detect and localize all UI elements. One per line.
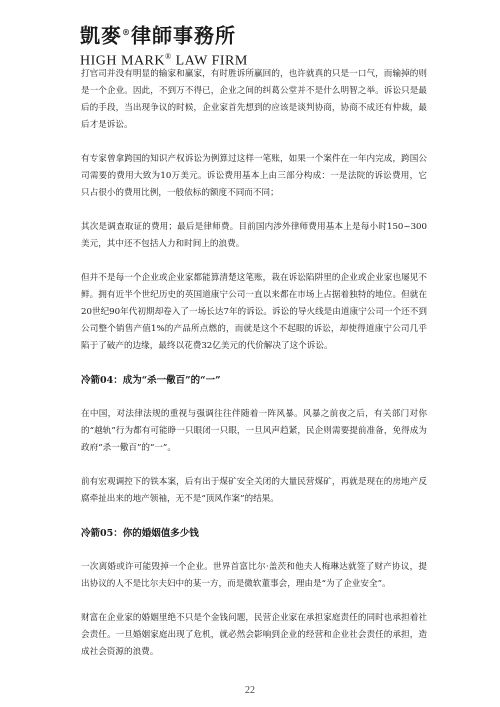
firm-logo xyxy=(80,20,400,70)
paragraph: 在中国，对法律法规的重视与强调往往伴随着一阵风暴。风暴之前夜之后，有关部门对你的“越轨”行为都有可能睁一只眼闭一只眼，一旦风声趋紧，民企则需要提前准备，免得成为政府“杀一儆百”的“一”。 xyxy=(81,409,427,453)
paragraph: 有专家曾拿跨国的知识产权诉讼为例算过这样一笔账，如果一个案件在一年内完成，跨国公司需要的费用大致为10万美元。诉讼费用基本上由三部分构成：一是法院的诉讼费用，它只占很小的费用比例，一般依标的额度不同而不同； xyxy=(81,154,427,198)
paragraph: 财富在企业家的婚姻里绝不只是个金钱问题，民营企业家在承担家庭责任的同时也承担着社会责任。一旦婚姻家庭出现了危机，就必然会影响到企业的经营和企业社会责任的承担，造成社会资源的浪费。 xyxy=(81,613,427,657)
firm-name-cn: 凱麥®律師事務所 xyxy=(80,23,236,48)
page-body xyxy=(81,66,427,678)
registered-mark-en: ® xyxy=(165,51,172,61)
section-heading: 冷箭04：成为“杀一儆百”的“一” xyxy=(81,375,221,386)
paragraph: 一次离婚或许可能毁掉一个企业。世界首富比尔·盖茨和他夫人梅琳达就签了财产协议，提出协议的人不是比尔夫妇中的某一方，而是微软董事会，理由是“为了企业安全”。 xyxy=(81,562,427,589)
paragraph: 前有宏观调控下的铁本案，后有出于煤矿安全关闭的大量民营煤矿，再就是现在的房地产反腐牵扯出来的地产领袖，无不是“顶风作案”的结果。 xyxy=(81,477,427,504)
page-number: 22 xyxy=(245,685,255,696)
firm-name-en: HIGH MARK® LAW FIRM xyxy=(80,51,248,69)
registered-mark: ® xyxy=(122,27,131,37)
paragraph: 打官司并没有明显的输家和赢家，有时胜诉所赢回的，也许就真的只是一口气，而输掉的则是一个企业。因此，不到万不得已，企业之间的纠葛公堂并不是什么明智之举。诉讼只是最后的手段，当出现争议的时候，企业家首先想到的应该是谈判协商，协商不成还有仲裁，最后才是诉讼。 xyxy=(81,69,427,130)
section-heading: 冷箭05：你的婚姻值多少钱 xyxy=(81,528,199,539)
paragraph: 但并不是每一个企业或企业家都能算清楚这笔账，栽在诉讼陷阱里的企业或企业家也屡见不鲜。拥有近半个世纪历史的英国道康宁公司一直以来都在市场上占据着独特的地位。但就在20世纪90年代初期却卷入了一场长达7年的诉讼。诉讼的导火线是由道康宁公司一个还不到公司整个销售产值1%的产品所点燃的，而就是这个不起眼的诉讼，却使得道康宁公司几乎陷于了破产的边缘，最终以花费32亿美元的代价解决了这个诉讼。 xyxy=(81,273,427,351)
paragraph: 其次是调查取证的费用；最后是律师费。目前国内涉外律师费用基本上是每小时150~300美元，其中还不包括人力和时间上的浪费。 xyxy=(81,222,427,249)
